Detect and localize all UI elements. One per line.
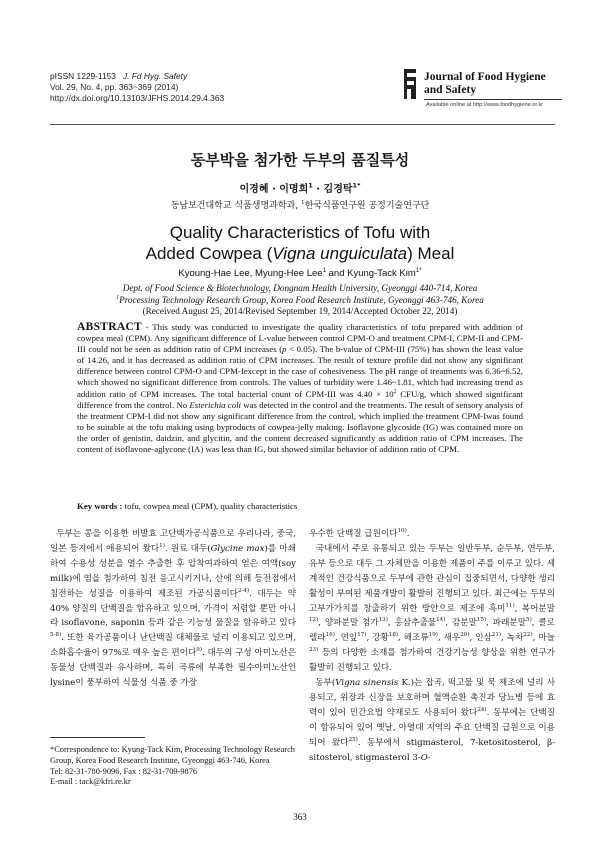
paragraph: 국내에서 주로 유통되고 있는 두부는 일반두부, 순두부, 연두부, 유부 등으로 대두 그 자체만을 이용한 제품이 주를 이루고 있다. 세계적인 건강식품으로 두부에 관한 관심이 집중되면서, 다양한 생리활성이 부여된 제품개발이 활발히 진행되고 있다. 최근에는 두부의 고부가가치를 창출하기 위한 방안으로 제조에 흑미$^{11)}$, 복어분말$^{12)}$, 양파분말 첨가$^{13)}$, 홍삼추출물$^{14)}$, 감분말$^{15)}$, 파래분말$^{5)}$, 클로렐라$^{16)}$, 연잎$^{17)}$, 강황$^{18)}$, 해조류$^{19)}$, 새우$^{20)}$, 인삼$^{21)}$, 녹차$^{22)}$, 마늘$^{23)}$ 등의 다양한 소재를 첨가하여 건강기능성 향상을 위한 연구가 활발히 진행되고 있다. [309,543,556,674]
affiliation-english [0,283,600,306]
abstract-heading: ABSTRACT [77,321,143,333]
authors-korean: 이경혜 · 이명희$^1$ · 김경탁$^{1*}$ [239,181,361,195]
footnote-correspondence: *Correspondence to: Kyung-Tack Kim, Processing Technology Research Group, Korea Food Research Institute, Gyeonggi 463-746, Korea [50,745,295,765]
page-number: 363 [293,812,307,822]
paragraph: 동부(Vigna sinensis K.)는 잡곡, 떡고물 및 묵 제조에 널리 사용되고, 위장과 신장을 보호하며 혈액순환 촉진과 당뇨병 등에 효력이 있어 민간요법 약재로도 사용되어 왔다$^{24)}$. 동부에는 단백질이 함유되어 있어 옛날, 아열대 지역의 주요 단백질 급원으로 이용되어 왔다$^{25)}$. 동부에서 stigmasterol, 7-ketositosterol, β-sitosterol, stigmasterol 3-O- [309,678,556,763]
paragraph: 두부는 콩을 이용한 비발효 고단백가공식품으로 우리나라, 중국, 일본 등지에서 애용되어 왔다$^{1)}$. 원료 대두(Glycine max)를 마쇄하여 수용성 성분을 열수 추출한 후 압착여과하여 얻은 여액(soy milk)에 염을 첨가하여 침전 응고시키거나, 산에 의해 등전점에서 침전하는 성질을 이용하여 제조된 가공식품이다$^{2-4)}$. 대두는 약 40% 양질의 단백질을 함유하고 있으며, 가격이 저렴할 뿐만 아니라 isoflavone, saponin 등과 같은 기능성 물질을 함유하고 있다$^{5-8)}$. 또한 육가공품이나 난단백질 대체물로 널리 이용되고 있으며, 소화흡수율이 97%로 매우 높은 편이다$^{9)}$. 대두의 구성 아미노산은 동물성 단백질과 유사하며, 특히 곡류에 부족한 필수아미노산인 lysine이 풍부하여 식물성 식품 중 가장 [50,529,296,689]
journal-abbr: J. Fd Hyg. Safety [122,71,188,81]
issn: pISSN 1229-1153 [50,71,116,81]
affiliation-korean: 동남보건대학교 식품생명과학과, $^1$한국식품연구원 공정기술연구단 [170,200,430,211]
journal-name-line2: and Safety [424,84,477,96]
footnote-divider [50,737,145,738]
received-dates: (Received August 25, 2014/Revised September 19, 2014/Accepted October 22, 2014) [142,306,458,316]
title-english [0,222,600,264]
journal-name-line1: Journal of Food Hygiene [424,71,546,83]
volume-line: Vol. 29, No. 4, pp. 363~369 (2014) [50,82,179,92]
doi-link[interactable]: http://dx.doi.org/10.13103/JFHS.2014.29.4.363 [50,93,225,103]
issn-line [50,71,224,82]
title-korean: 동부박을 첨가한 두부의 품질특성 [190,151,410,169]
body-column-left [50,527,296,691]
footnote-email[interactable]: E-mail : tack@kfri.re.kr [50,777,131,787]
journal-name [424,71,546,97]
title-english-line2: Added Cowpea (Vigna unguiculata) Meal [145,244,455,263]
abstract: ABSTRACT - This study was conducted to investigate the quality characteristics of tofu prepared with addition of cowpea meal (CPM). Any significant difference of L-value between control CPM-O and treatment CPM-I, CPM-II and CPM-III could not be seen as addition ratio of CPM increases (p < 0.05). The b-value of CPM-III (75%) has shown the least value of 14.26, and it has decreased as addition ratio of CPM increases. The result of texture profile did not show any significant difference between control CPM-O and CPM-Iexcept in the case of cohesiveness. The pH range of treatments was 6.36~6.52, which showed no significant difference from controls. The values of turbidity were 1.46~1.81, which had increasing trend as addition ratio of CPM increases. The total bacterial count of CPM-III was $4.40 \times 10^2$ CFU/g, which showed significant difference from the control. No Esterichia coli was detected in the control and the treatments. The result of sensory analysis of the treatment CPM-I did not show any significant difference from the control, which implied the treatment CPM-Iwas found to be suitable at the tofu making using byproducts of cowpea-jelly making. Isoflavone glycoside (IG) was contained more on the order of genistin, daidzin, and glycitin, and the content decreased significantly as addition ratio of CPM increases. The content of isoflavone-aglycone (IA) was less than IG, but showed similar behavior of addition ratio of CPM. [77,321,523,455]
header-divider [50,124,555,125]
journal-divider [424,99,562,100]
journal-url[interactable]: Available online at http://www.foodhygiene.or.kr [426,102,544,108]
affiliation-english-2: $^1$Processing Technology Research Group, Korea Food Research Institute, Gyeonggi 463-746, Korea [116,294,484,305]
journal-meta [50,71,224,104]
paragraph: 우수한 단백질 급원이다$^{10)}$. [309,528,410,539]
keywords: Key words : tofu, cowpea meal (CPM), quality characteristics [77,501,298,511]
correspondence-footnote [50,745,296,788]
footnote-phone: Tel: 82-31-780-9096, Fax : 82-31-709-9876 [50,766,198,776]
body-column-right [309,527,555,766]
journal-brand [402,67,562,127]
affiliation-english-1: Dept. of Food Science & Biotechnology, Dongnam Health University, Gyeonggi 440-714, Korea [122,283,478,293]
keywords-label: Key words : [77,501,123,511]
journal-logo-icon [402,67,420,101]
title-english-line1: Quality Characteristics of Tofu with [169,223,431,242]
authors-english: Kyoung-Hae Lee, Myung-Hee Lee$^1$ and Kyung-Tack Kim$^{1*}$ [178,266,422,279]
